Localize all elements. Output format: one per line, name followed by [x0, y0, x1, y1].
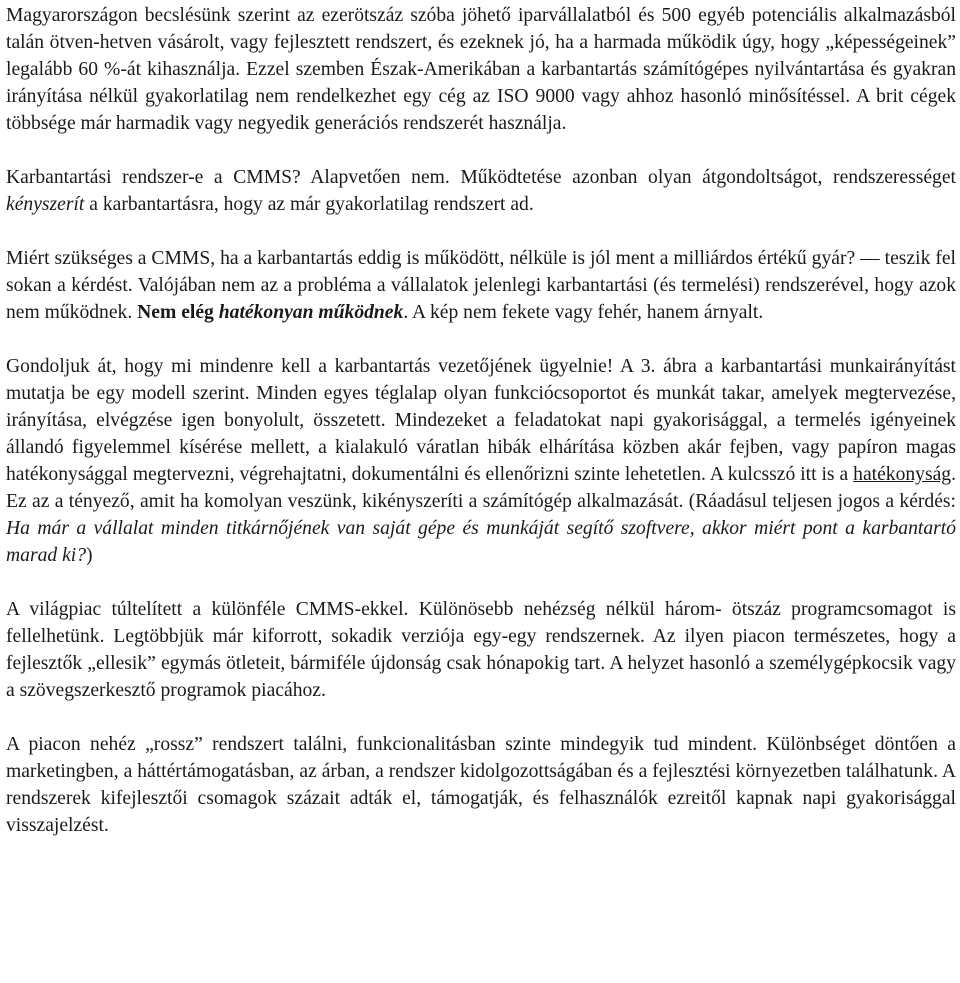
paragraph-3: [6, 245, 956, 326]
paragraph-6: [6, 731, 956, 839]
paragraph-text: A piacon nehéz „rossz” rendszert találni, funkcionalitásban szinte mindegyik tud mindent. Különbséget döntően a marketingben, a háttértámogatásban, az árban, a rendszer kidolgozottságában és a fejlesztési környezetben találhatunk. A rendszerek kifejlesztői csomagok százait adták el, támogatják, és felhasználók ezreitől kapnak napi gyakorisággal visszajelzést.: [6, 734, 956, 836]
italic-emphasis: kényszerít: [6, 194, 85, 215]
paragraph-text: Gondoljuk át, hogy mi mindenre kell a karbantartás vezetőjének ügyelnie! A 3. ábra a karbantartási munkairányítást mutatja be egy modell szerint. Minden egyes téglalap olyan funkciócsoportot és munkát takar, amelyek megtervezése, irányítása, elvégzése igen bonyolult, összetett. Mindezeket a feladatokat napi gyakorisággal, a termelés igényeinek állandó figyelemmel kísérése mellett, a kialakuló váratlan hibák elhárítása közben akár fejben, vagy papíron magas hatékonysággal megtervezni, végrehajtatni, dokumentálni és ellenőrizni szinte lehetetlen. A kulcsszó itt is a: [6, 356, 956, 485]
paragraph-4: [6, 353, 956, 569]
bold-emphasis: Nem elég: [137, 302, 219, 323]
paragraph-text: ): [86, 545, 93, 566]
paragraph-text: . Ez az a tényező, amit ha komolyan veszünk, kikényszeríti a számítógép alkalmazását. (Ráadásul teljesen jogos a kérdés:: [6, 464, 956, 512]
paragraph-2: [6, 164, 956, 218]
paragraph-text: . A kép nem fekete vagy fehér, hanem árnyalt.: [403, 302, 764, 323]
bold-italic-emphasis: hatékonyan működnek: [218, 302, 404, 323]
underlined-keyword: hatékonyság: [853, 464, 952, 485]
paragraph-1: [6, 2, 956, 137]
paragraph-text: Karbantartási rendszer-e a CMMS? Alapvetően nem. Működtetése azonban olyan átgondoltságot, rendszerességet: [6, 167, 956, 188]
paragraph-text: Magyarországon becslésünk szerint az ezerötszáz szóba jöhető iparvállalatból és 500 egyéb potenciális alkalmazásból talán ötven-hetven vásárolt, vagy fejlesztett rendszert, és ezeknek jó, ha a harmada működik úgy, hogy „képességeinek” legalább 60 %-át kihasználja. Ezzel szemben Észak-Amerikában a karbantartás számítógépes nyilvántartása és gyakran irányítása nélkül gyakorlatilag nem rendelkezhet egy cég az ISO 9000 vagy ahhoz hasonló minősítéssel. A brit cégek többsége már harmadik vagy negyedik generációs rendszerét használja.: [6, 5, 956, 134]
paragraph-text: a karbantartásra, hogy az már gyakorlatilag rendszert ad.: [84, 194, 534, 215]
paragraph-text: Miért szükséges a CMMS, ha a karbantartás eddig is működött, nélküle is jól ment a milliárdos értékű gyár? — teszik fel sokan a kérdést. Valójában nem az a probléma a vállalatok jelenlegi karbantartási (és termelési) rendszerével, hogy azok nem működnek.: [6, 248, 956, 323]
paragraph-5: [6, 596, 956, 704]
italic-question: Ha már a vállalat minden titkárnőjének van saját gépe és munkáját segítő szoftvere, akkor miért pont a karbantartó marad ki?: [6, 518, 956, 566]
paragraph-text: A világpiac túltelített a különféle CMMS-ekkel. Különösebb nehézség nélkül három- ötszáz programcsomagot is fellelhetünk. Legtöbbjük már kiforrott, sokadik verziója egy-egy rendszernek. Az ilyen piacon természetes, hogy a fejlesztők „ellesik” egymás ötleteit, bármiféle újdonság csak hónapokig tart. A helyzet hasonló a személygépkocsik vagy a szövegszerkesztő programok piacához.: [6, 599, 956, 701]
